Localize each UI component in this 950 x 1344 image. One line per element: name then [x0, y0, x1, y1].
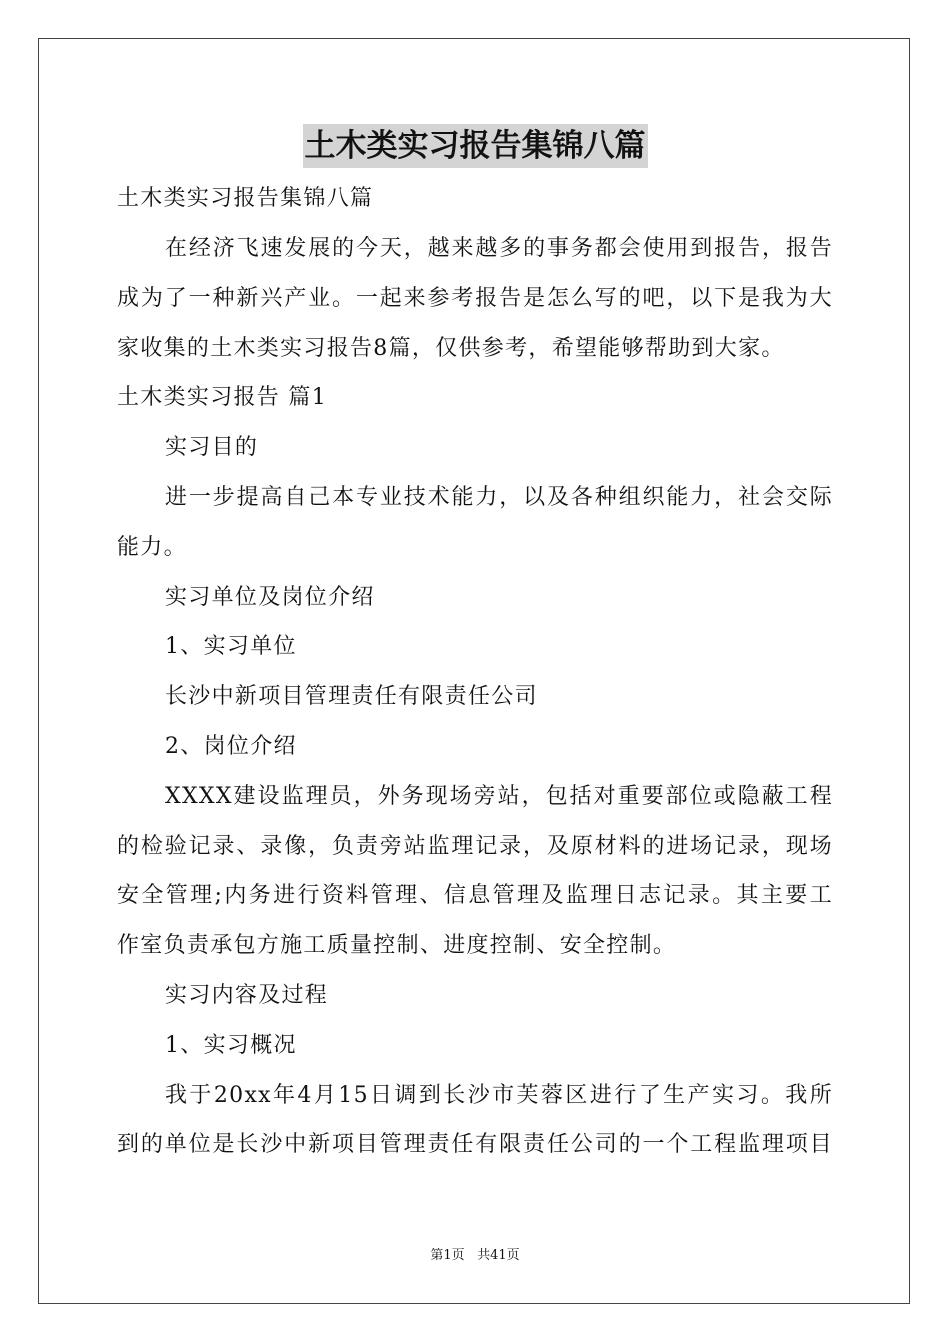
subheading: 实习目的: [165, 435, 259, 460]
paragraph-line: 在经济飞速发展的今天，越来越多的事务都会使用到报告，报告: [165, 236, 833, 261]
section-heading: 土木类实习报告 篇1: [117, 385, 327, 410]
page-border: [38, 38, 910, 1304]
subheading: 实习内容及过程: [165, 983, 329, 1008]
subheading: 1、实习单位: [165, 634, 297, 659]
title-wrap: [0, 124, 950, 168]
subheading: 1、实习概况: [165, 1033, 297, 1058]
paragraph-line: 我于20xx年4月15日调到长沙市芙蓉区进行了生产实习。我所: [165, 1083, 833, 1108]
subheading: 实习单位及岗位介绍: [165, 585, 375, 610]
paragraph-line: 能力。: [117, 535, 187, 560]
page-number: 第1页: [430, 1248, 465, 1263]
paragraph-line: 成为了一种新兴产业。一起来参考报告是怎么写的吧，以下是我为大: [117, 286, 833, 311]
page-footer: [0, 1247, 950, 1265]
paragraph-line: 家收集的土木类实习报告8篇，仅供参考，希望能够帮助到大家。: [117, 336, 785, 361]
subheading: 2、岗位介绍: [165, 734, 297, 759]
paragraph-line: 到的单位是长沙中新项目管理责任有限责任公司的一个工程监理项目: [117, 1132, 833, 1157]
paragraph-line: 进一步提高自己本专业技术能力，以及各种组织能力，社会交际: [165, 485, 833, 510]
paragraph-line: XXXX建设监理员，外务现场旁站，包括对重要部位或隐蔽工程: [165, 784, 833, 809]
document-title: 土木类实习报告集锦八篇: [303, 124, 648, 168]
page-total: 共41页: [477, 1248, 520, 1263]
subtitle-line: 土木类实习报告集锦八篇: [117, 186, 374, 211]
paragraph-line: 长沙中新项目管理责任有限责任公司: [165, 684, 538, 709]
paragraph-line: 的检验记录、录像，负责旁站监理记录，及原材料的进场记录，现场: [117, 834, 833, 859]
paragraph-line: 安全管理;内务进行资料管理、信息管理及监理日志记录。其主要工: [117, 883, 833, 908]
paragraph-line: 作室负责承包方施工质量控制、进度控制、安全控制。: [117, 933, 677, 958]
